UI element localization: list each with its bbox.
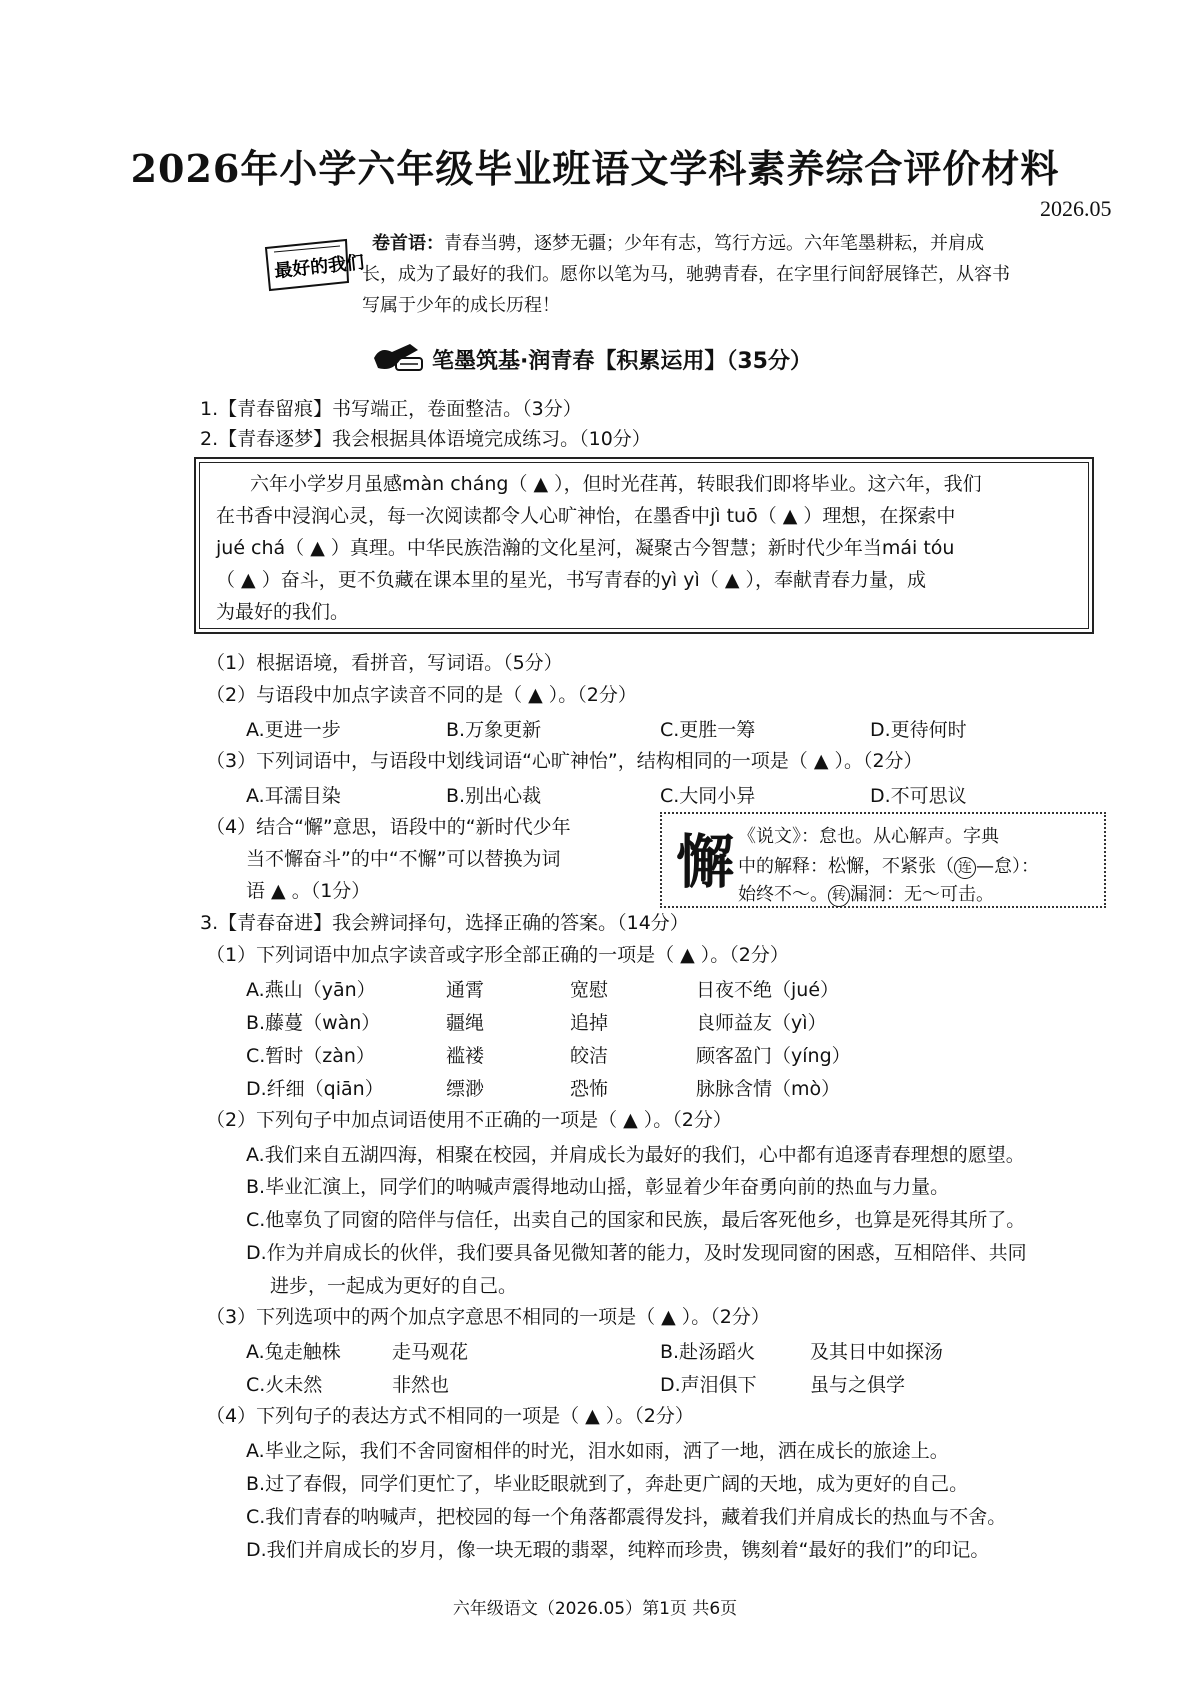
question-3-4: （4）下列句子的表达方式不相同的一项是（ ▲ ）。（2分） [206,1405,694,1427]
dictionary-text: —怠）： [976,856,1039,877]
passage-line: 为最好的我们。 [216,601,350,623]
question-2-4-line-2: 当不懈奋斗”的中“不懈”可以替换为词 [246,848,561,870]
question-3-3: （3）下列选项中的两个加点字意思不相同的一项是（ ▲ ）。（2分） [206,1306,770,1328]
word: 追掉 [570,1012,609,1034]
preface-line-3: 写属于少年的成长历程！ [362,295,560,316]
option-d-continued: 进步，一起成为更好的自己。 [270,1275,518,1297]
option-b[interactable]: B.藤蔓（wàn） [246,1012,381,1034]
option-a[interactable]: A.燕山（yān） [246,979,376,1001]
option-a[interactable]: A.我们来自五湖四海，相聚在校园，并肩成长为最好的我们，心中都有追逐青春理想的愿望。 [246,1144,1025,1166]
option-c[interactable]: C.暂时（zàn） [246,1045,375,1067]
dictionary-text: 始终不～。 [738,884,828,905]
option-b[interactable]: B.毕业汇演上，同学们的呐喊声震得地动山摇，彰显着少年奋勇向前的热血与力量。 [246,1176,950,1198]
dictionary-line-3 [738,880,994,907]
page-footer: 六年级语文（2026.05）第1页 共6页 [452,1599,738,1619]
dictionary-text: 漏洞：无～可击。 [850,884,994,905]
exam-date: 2026.05 [1040,196,1112,221]
question-3-2: （2）下列句子中加点词语使用不正确的一项是（ ▲ ）。（2分） [206,1109,732,1131]
preface-label: 卷首语： [372,233,444,254]
passage-box [194,457,1094,634]
option-a[interactable]: A.毕业之际，我们不舍同窗相伴的时光，泪水如雨，洒了一地，洒在成长的旅途上。 [246,1440,949,1462]
option-a[interactable]: A.耳濡目染 [246,785,341,807]
question-3-1: （1）下列词语中加点字读音或字形全部正确的一项是（ ▲ ）。（2分） [206,944,789,966]
option-b[interactable]: B.别出心裁 [446,785,542,807]
question-2-stem: 2.【青春逐梦】我会根据具体语境完成练习。（10分） [200,428,651,450]
option-c[interactable]: C.更胜一筹 [660,719,756,741]
question-2-4-line-3: 语 ▲ 。（1分） [246,880,371,902]
circled-char: 连 [954,857,976,879]
word: 恐怖 [570,1078,609,1100]
word: 通霄 [446,979,485,1001]
option-d[interactable]: D.我们并肩成长的岁月，像一块无瑕的翡翠，纯粹而珍贵，镌刻着“最好的我们”的印记。 [246,1539,990,1561]
option-a[interactable]: A.兔走触株 [246,1341,341,1363]
option-c[interactable]: C.我们青春的呐喊声，把校园的每一个角落都震得发抖，藏着我们并肩成长的热血与不舍。 [246,1506,1007,1528]
dictionary-line-2 [738,852,1039,879]
word: 脉脉含情（mò） [696,1078,841,1100]
ink-brush-icon [370,338,426,376]
preface-line-1: 青春当骋，逐梦无疆；少年有志，笃行方远。六年笔墨耕耘，并肩成 [444,233,984,254]
passage-line: （ ▲ ）奋斗，更不负藏在课本里的星光，书写青春的yì yì（ ▲ ），奉献青春力量，成 [216,569,926,591]
circled-char: 转 [828,885,850,907]
option-b[interactable]: B.万象更新 [446,719,542,741]
word: 虽与之俱学 [810,1374,906,1396]
word: 宽慰 [570,979,609,1001]
question-2-1: （1）根据语境，看拼音，写词语。（5分） [206,652,563,674]
dictionary-text: 中的解释：松懈，不紧张（ [738,856,954,877]
word: 非然也 [392,1374,450,1396]
question-2-4-line-1: （4）结合“懈”意思，语段中的“新时代少年 [206,816,571,838]
passage-line: 在书香中浸润心灵，每一次阅读都令人心旷神怡，在墨香中jì tuō（ ▲ ）理想，在探索中 [216,505,956,527]
word: 缥渺 [446,1078,485,1100]
section-title: 笔墨筑基·润青春【积累运用】（35分） [432,349,812,374]
option-d[interactable]: D.声泪俱下 [660,1374,757,1396]
word: 良师益友（yì） [696,1012,827,1034]
dictionary-line-1: 《说文》：怠也。从心解声。字典 [738,826,999,847]
preface-line-2: 长，成为了最好的我们。愿你以笔为马，驰骋青春，在字里行间舒展锋芒，从容书 [362,264,1010,285]
option-d[interactable]: D.更待何时 [870,719,967,741]
section-heading [370,338,890,378]
word: 顾客盈门（yíng） [696,1045,851,1067]
option-d[interactable]: D.作为并肩成长的伙伴，我们要具备见微知著的能力，及时发现同窗的困惑，互相陪伴、共同 [246,1242,1027,1264]
option-d[interactable]: D.不可思议 [870,785,967,807]
question-2-3: （3）下列词语中，与语段中划线词语“心旷神怡”，结构相同的一项是（ ▲ ）。（2分） [206,750,923,772]
option-c[interactable]: C.他辜负了同窗的陪伴与信任，出卖自己的国家和民族，最后客死他乡，也算是死得其所了。 [246,1209,1026,1231]
question-3-stem: 3.【青春奋进】我会辨词择句，选择正确的答案。（14分） [200,912,689,934]
dictionary-box [660,812,1106,908]
option-c[interactable]: C.大同小异 [660,785,756,807]
seal-character: 懈 [676,828,733,896]
logo-stamp-icon [260,234,366,296]
word: 皎洁 [570,1045,609,1067]
option-b[interactable]: B.过了春假，同学们更忙了，毕业眨眼就到了，奔赴更广阔的天地，成为更好的自己。 [246,1473,969,1495]
option-c[interactable]: C.火未然 [246,1374,323,1396]
option-d[interactable]: D.纤细（qiān） [246,1078,384,1100]
preface [362,228,1100,316]
passage-line: jué chá（ ▲ ）真理。中华民族浩瀚的文化星河，凝聚古今智慧；新时代少年当mái tóu [216,537,955,559]
option-a[interactable]: A.更进一步 [246,719,341,741]
word: 及其日中如探汤 [810,1341,944,1363]
option-b[interactable]: B.赴汤蹈火 [660,1341,756,1363]
question-2-2: （2）与语段中加点字读音不同的是（ ▲ ）。（2分） [206,684,637,706]
word: 疆绳 [446,1012,485,1034]
question-1: 1.【青春留痕】书写端正，卷面整洁。（3分） [200,398,582,420]
passage-line: 六年小学岁月虽感màn cháng（ ▲ ），但时光荏苒，转眼我们即将毕业。这六年，我们 [250,473,982,495]
word: 走马观花 [392,1341,469,1363]
word: 日夜不绝（jué） [696,979,840,1001]
page-title: 2026年小学六年级毕业班语文学科素养综合评价材料 [130,146,1060,191]
word: 褴褛 [446,1045,485,1067]
svg-text:最好的我们: 最好的我们 [273,251,366,283]
